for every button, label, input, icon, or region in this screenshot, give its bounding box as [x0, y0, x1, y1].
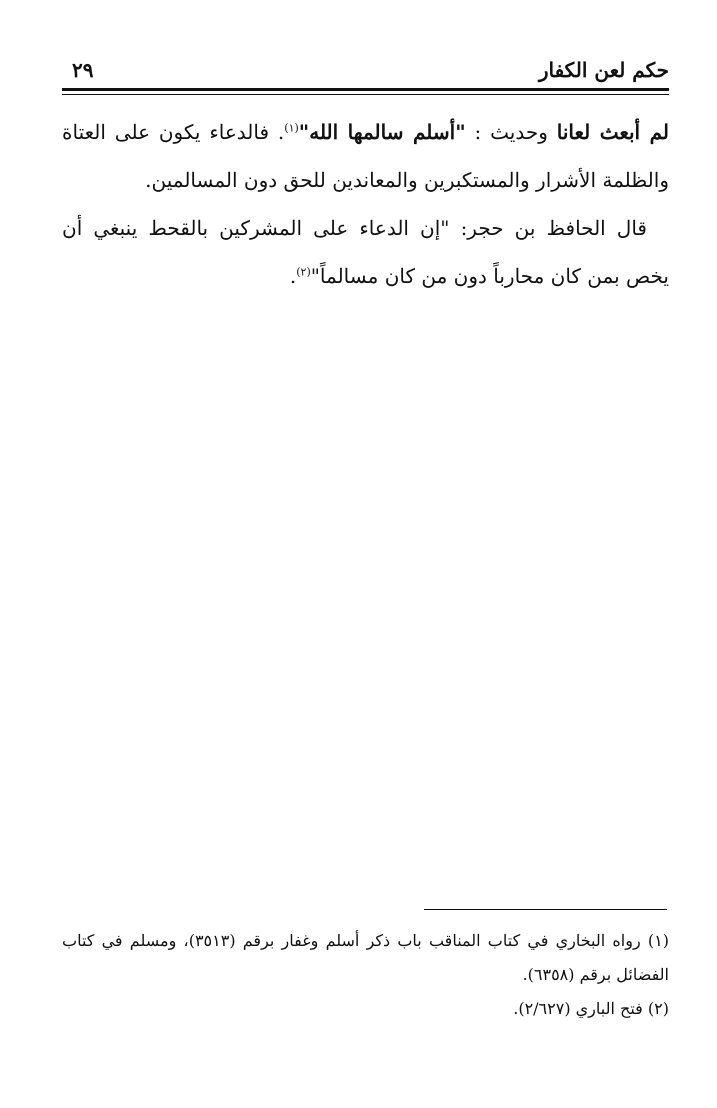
connector-text: وحديث : — [465, 120, 557, 144]
paragraph-1 — [62, 108, 669, 204]
header-rule-thin — [62, 94, 669, 95]
running-title: حكم لعن الكفار — [538, 58, 669, 82]
page-number: ٢٩ — [72, 58, 94, 82]
footnote-ref-2: (٢) — [296, 265, 311, 279]
footnotes — [62, 924, 669, 1026]
footnote-separator — [424, 909, 667, 910]
main-text — [62, 108, 669, 300]
hadith-quote-2: "أسلم سالمها الله" — [298, 120, 466, 144]
paragraph-1-rest: . فالدعاء يكون على العتاة والظلمة الأشرار والمستكبرين والمعاندين للحق دون المسالمين. — [62, 120, 669, 192]
running-header — [62, 54, 669, 90]
footnote-2: (٢) فتح الباري (٢/٦٢٧). — [513, 999, 669, 1018]
paragraph-2-text: قال الحافظ بن حجر: "إن الدعاء على المشركين بالقحط ينبغي أن يخص بمن كان محارباً دون من كان مسالماً" — [62, 216, 669, 288]
paragraph-2 — [62, 204, 669, 300]
paragraph-2-end: . — [289, 264, 297, 288]
header-rule-thick — [62, 88, 669, 91]
footnote-1: (١) رواه البخاري في كتاب المناقب باب ذكر أسلم وغفار برقم (٣٥١٣)، ومسلم في كتاب الفضائل برقم (٦٣٥٨). — [62, 931, 670, 984]
hadith-quote-1: لم أبعث لعانا — [556, 120, 669, 144]
footnote-ref-1: (١) — [284, 121, 299, 135]
